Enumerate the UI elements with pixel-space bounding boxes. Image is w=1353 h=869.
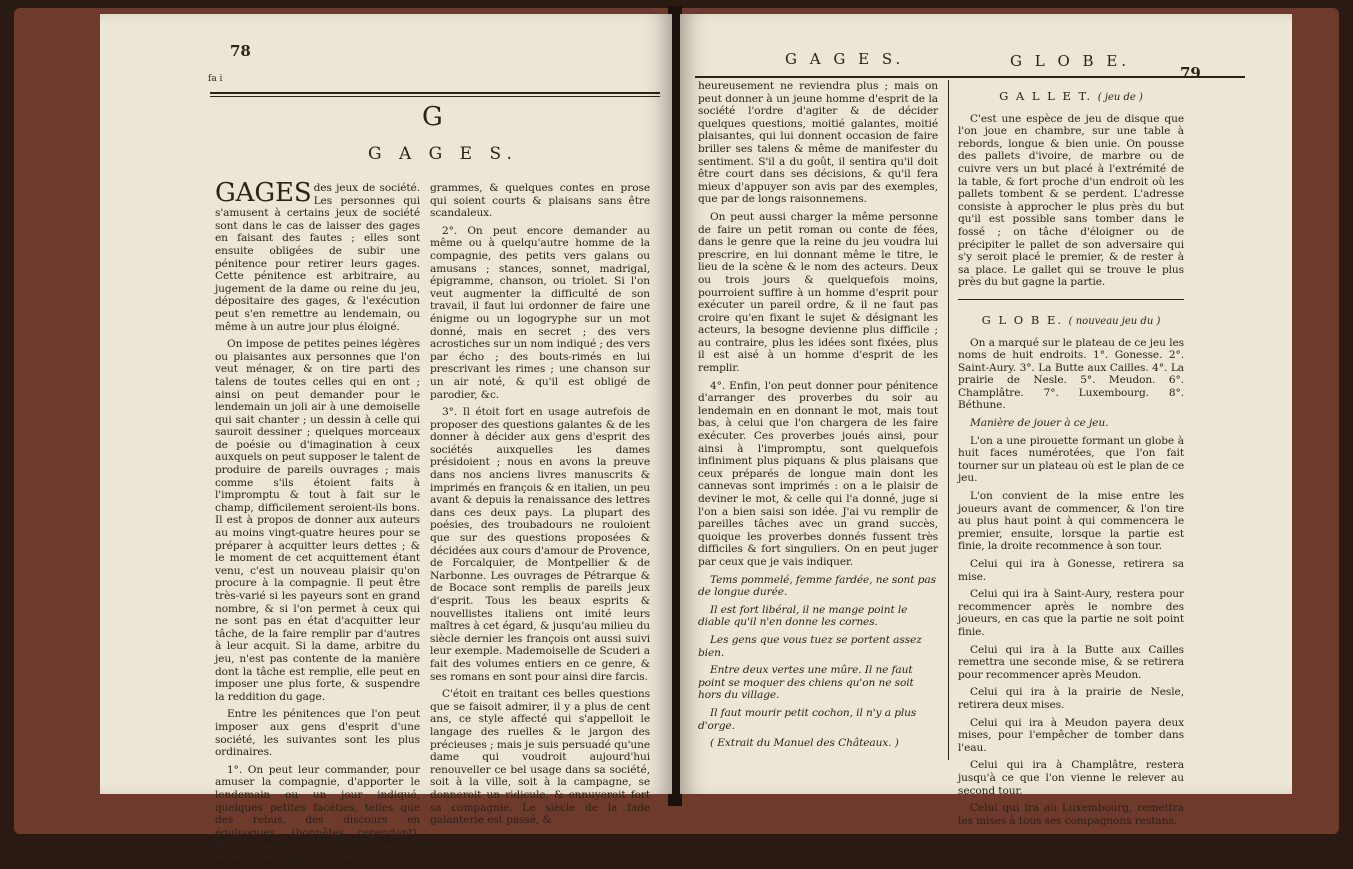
paragraph: Celui qui ira à Gonesse, retirera sa mise.: [958, 558, 1184, 583]
lead-word: GAGES: [215, 178, 312, 208]
extract-note: ( Extrait du Manuel des Châteaux. ): [710, 737, 899, 750]
page-number-right: 79: [1180, 64, 1201, 82]
paragraph: Celui qui ira à Champlâtre, restera jusqu'à ce que l'on vienne le relever au second tour.: [958, 759, 1184, 797]
running-head-right: G L O B E.: [1010, 52, 1131, 70]
paragraph: Celui qui ira à la prairie de Nesle, retirera deux mises.: [958, 686, 1184, 711]
paragraph: L'on convient de la mise entre les joueurs avant de commencer, & l'on tire au plus haut point à qui commencera le premier, ensuite, lorsque la partie est finie, la droite recommence à son tour.: [958, 490, 1184, 553]
paragraph: On peut aussi charger la même personne de faire un petit roman ou conte de fées, dans le genre que la reine du jeu voudra lui prescrire, en lui donnant même le titre, le lieu de la scène & le nom des acteurs. Deux ou trois jours & quelquefois moins, pourroient suffire à un homme d'esprit pour exécuter un pareil ordre, & il ne faut pas croire qu'en fixant le sujet & désignant les acteurs, la besogne devienne plus difficile ; au contraire, plus les idées sont fixées, plus il est aisé à un homme d'esprit de les remplir.: [698, 210, 938, 375]
paragraph: L'on a une pirouette formant un globe à huit faces numérotées, que l'on fait tourner sur un plateau où est le plan de ce jeu.: [958, 434, 1184, 485]
left-page: [100, 14, 672, 864]
paragraph: Celui qui ira à Saint-Aury, restera pour recommencer après le nombre des joueurs, en cas que la partie ne soit point finie.: [958, 588, 1184, 638]
paragraph: On impose de petites peines légères ou plaisantes aux personnes que l'on veut ménager, & on tire parti des talens de toutes celles qui en ont ; ainsi on peut demander pour le lendemain un joli air à une demoiselle qui sait chanter ; un dessin à celle qui sauroit dessiner ; quelques morceaux de poésie ou d'imagination à ceux auxquels on peut supposer le talent de produire de pareils ouvrages ; mais comme s'ils étoient faits à l'impromptu & tout à fait sur le champ, difficilement seroient-ils bons. Il est à propos de donner aux auteurs au moins vingt-quatre heures pour se préparer à acquitter leurs dettes ; & le moment de cet acquittement étant venu, c'est un nouveau plaisir qu'on procure à la compagnie. Il peut être très-varié si les payeurs sont en grand nombre, & si l'on permet à ceux qui ne sont pas en état d'acquitter leur tâche, de la faire remplir par d'autres à leur acquit. Si la dame, arbitre du jeu, n'est pas contente de la manière dont la tâche est remplie, elle peut en imposer une plus forte, & suspendre la reddition du gage.: [215, 338, 420, 703]
running-head-left: G A G E S.: [785, 50, 905, 68]
proverb: Tems pommelé, femme fardée, ne sont pas de longue durée.: [698, 573, 936, 599]
entry-title-globe: G L O B E. ( nouveau jeu du ): [981, 312, 1161, 327]
entry-rule: [958, 299, 1184, 300]
paragraph: heureusement ne reviendra plus ; mais on peut donner à un jeune homme d'esprit de la société l'ordre d'agiter & de décider quelques questions, moitié galantes, moitié plaisantes, qui lui donnent occasion de faire briller ses talens & même de manifester du sentiment. S'il a du goût, il sentira qu'il doit être court dans ses décisions, & qu'il fera mieux d'appuyer son avis par des exemples, que par de longs raisonnemens.: [698, 80, 938, 206]
paragraph: On a marqué sur le plateau de ce jeu les noms de huit endroits. 1°. Gonesse. 2°. Saint-Aury. 3°. La Butte aux Cailles. 4°. La prairie de Nesle. 5°. Meudon. 6°. Champlâtre. 7°. Luxembourg. 8°. Béthune.: [958, 336, 1184, 412]
margin-note: fa i: [208, 74, 223, 84]
proverb: Les gens que vous tuez se portent assez bien.: [698, 633, 922, 659]
header-rule-thin: [210, 96, 660, 97]
paragraph: grammes, & quelques contes en prose qui soient courts & plaisans sans être scandaleux.: [430, 182, 650, 220]
proverb: Il est fort libéral, il ne mange point le diable qu'il n'en donne les cornes.: [698, 603, 908, 629]
column-divider: [948, 80, 949, 760]
section-letter: G: [422, 102, 443, 132]
left-column-2: [430, 182, 650, 832]
paragraph: Celui qui ira à la Butte aux Cailles remettra une seconde mise, & se retirera pour recommencer après Meudon.: [958, 643, 1184, 681]
paragraph: 3°. Il étoit fort en usage autrefois de proposer des questions galantes & de les donner à décider aux gens d'esprit des sociétés auxquelles les dames présidoient ; nous en avons la preuve dans nos anciens livres manuscrits & imprimés en françois & en italien, un peu avant & depuis la renaissance des lettres dans ces deux pays. La plupart des poésies, des troubadours ne rouloient que sur des questions proposées & décidées aux cours d'amour de Provence, de Forcalquier, de Montpellier & de Narbonne. Les ouvrages de Pétrarque & de Bocace sont remplis de pareils jeux d'esprit. Tous les beaux esprits & nouvellistes italiens ont imité leurs maîtres à cet égard, & jusqu'au milieu du siècle dernier les françois ont aussi suivi leur exemple. Mademoiselle de Scuderi a fait des volumes entiers en ce genre, & ses romans en sont pour ainsi dire farcis.: [430, 406, 650, 683]
proverb: Entre deux vertes une mûre. Il ne faut point se moquer des chiens qu'on ne soit hors du village.: [698, 664, 914, 702]
paragraph: 4°. Enfin, l'on peut donner pour pénitence d'arranger des proverbes du soir au lendemain en en donnant le mot, mais tout bas, à celui que l'on chargera de les faire exécuter. Ces proverbes joués ainsi, pour ainsi à l'impromptu, sont quelquefois infiniment plus piquans & plus plaisans que ceux préparés de longue main dont les cannevas sont imprimés : on a le plaisir de deviner le mot, & celle qui l'a donné, juge si l'on a bien saisi son idée. J'ai vu remplir de pareilles tâches avec un grand succès, quoique les proverbes donnés fussent très difficiles & fort singuliers. On en peut juger par ceux que je vais indiquer.: [698, 379, 938, 568]
right-page: [680, 14, 1292, 827]
page-number-left: 78: [230, 42, 251, 60]
paragraph: C'est une espèce de jeu de disque que l'on joue en chambre, sur une table à rebords, longue & bien unie. On pousse des pallets d'ivoire, de marbre ou de cuivre vers un but placé à l'extrémité de la table, & fort proche d'un endroit où les pallets tombent & se perdent. L'adresse consiste à approcher le plus près du but qu'il est possible sans tomber dans le fossé ; on tâche d'éloigner ou de précipiter le pallet de son adversaire qui s'y seroit placé le premier, & de rester à sa place. Le gallet qui se trouve le plus près du but gagne la partie.: [958, 112, 1184, 289]
paragraph: 1°. On peut leur commander, pour amuser la compagnie, d'apporter le lendemain ou un jour indiqué, quelques petites facéties, telles que des rebus, des discours en équivoques, (honnêtes cependant), des charades ou petites énigmes, ou logogriphes en prose ; des ana-: [215, 763, 420, 864]
header-rule: [695, 76, 1245, 78]
paragraph: 2°. On peut encore demander au même ou à quelqu'autre homme de la compagnie, des petits vers galans ou amusans ; stances, sonnet, madrigal, épigramme, chanson, ou triolet. Si l'on veut augmenter la difficulté de son travail, il faut lui ordonner de faire une énigme ou un logogryphe sur un mot donné, mais en secret ; des vers acrostiches sur un nom indiqué ; des vers par écho ; des bouts-rimés en lui prescrivant les rimes ; une chanson sur un air noté, & qu'il est obligé de parodier, &c.: [430, 224, 650, 401]
paragraph: GAGES des jeux de société. Les personnes qui s'amusent à certains jeux de société sont dans le cas de laisser des gages en faisant des fautes ; elles sont ensuite obligées de subir une pénitence pour retirer leurs gages. Cette pénitence est arbitraire, au jugement de la dame ou reine du jeu, dépositaire des gages, & l'exécution peut s'en remettre au lendemain, ou même à un autre jour plus éloigné.: [215, 178, 420, 333]
right-column-2: [958, 84, 1184, 832]
paragraph: C'étoit en traitant ces belles questions que se faisoit admirer, il y a plus de cent ans, ce style affecté qui s'appelloit le langage des ruelles & le jargon des précieuses ; mais je suis persuadé qu'une dame qui voudroit aujourd'hui renouveller ce bel usage dans sa société, soit à la ville, soit à la campagne, se donneroit un ridicule, & ennuyeroit fort sa compagnie. Le siècle de la fade galanterie est passé, &: [430, 688, 650, 827]
header-rule: [210, 92, 660, 94]
proverb: Il faut mourir petit cochon, il n'y a plus d'orge.: [698, 706, 917, 732]
paragraph: Entre les pénitences que l'on peut imposer aux gens d'esprit d'une société, les suivantes sont les plus ordinaires.: [215, 708, 420, 759]
subheading: Manière de jouer à ce jeu.: [970, 417, 1109, 430]
entry-title-gallet: G A L L E T. ( jeu de ): [999, 89, 1143, 103]
right-column-1: [698, 80, 938, 755]
paragraph: Celui qui ira au Luxembourg, remettra les mises à tous ses compagnons restans.: [958, 802, 1184, 827]
section-title: G A G E S.: [368, 144, 518, 164]
paragraph: Celui qui ira à Meudon payera deux mises, pour l'empêcher de tomber dans l'eau.: [958, 716, 1184, 754]
left-column-1: [215, 178, 420, 869]
